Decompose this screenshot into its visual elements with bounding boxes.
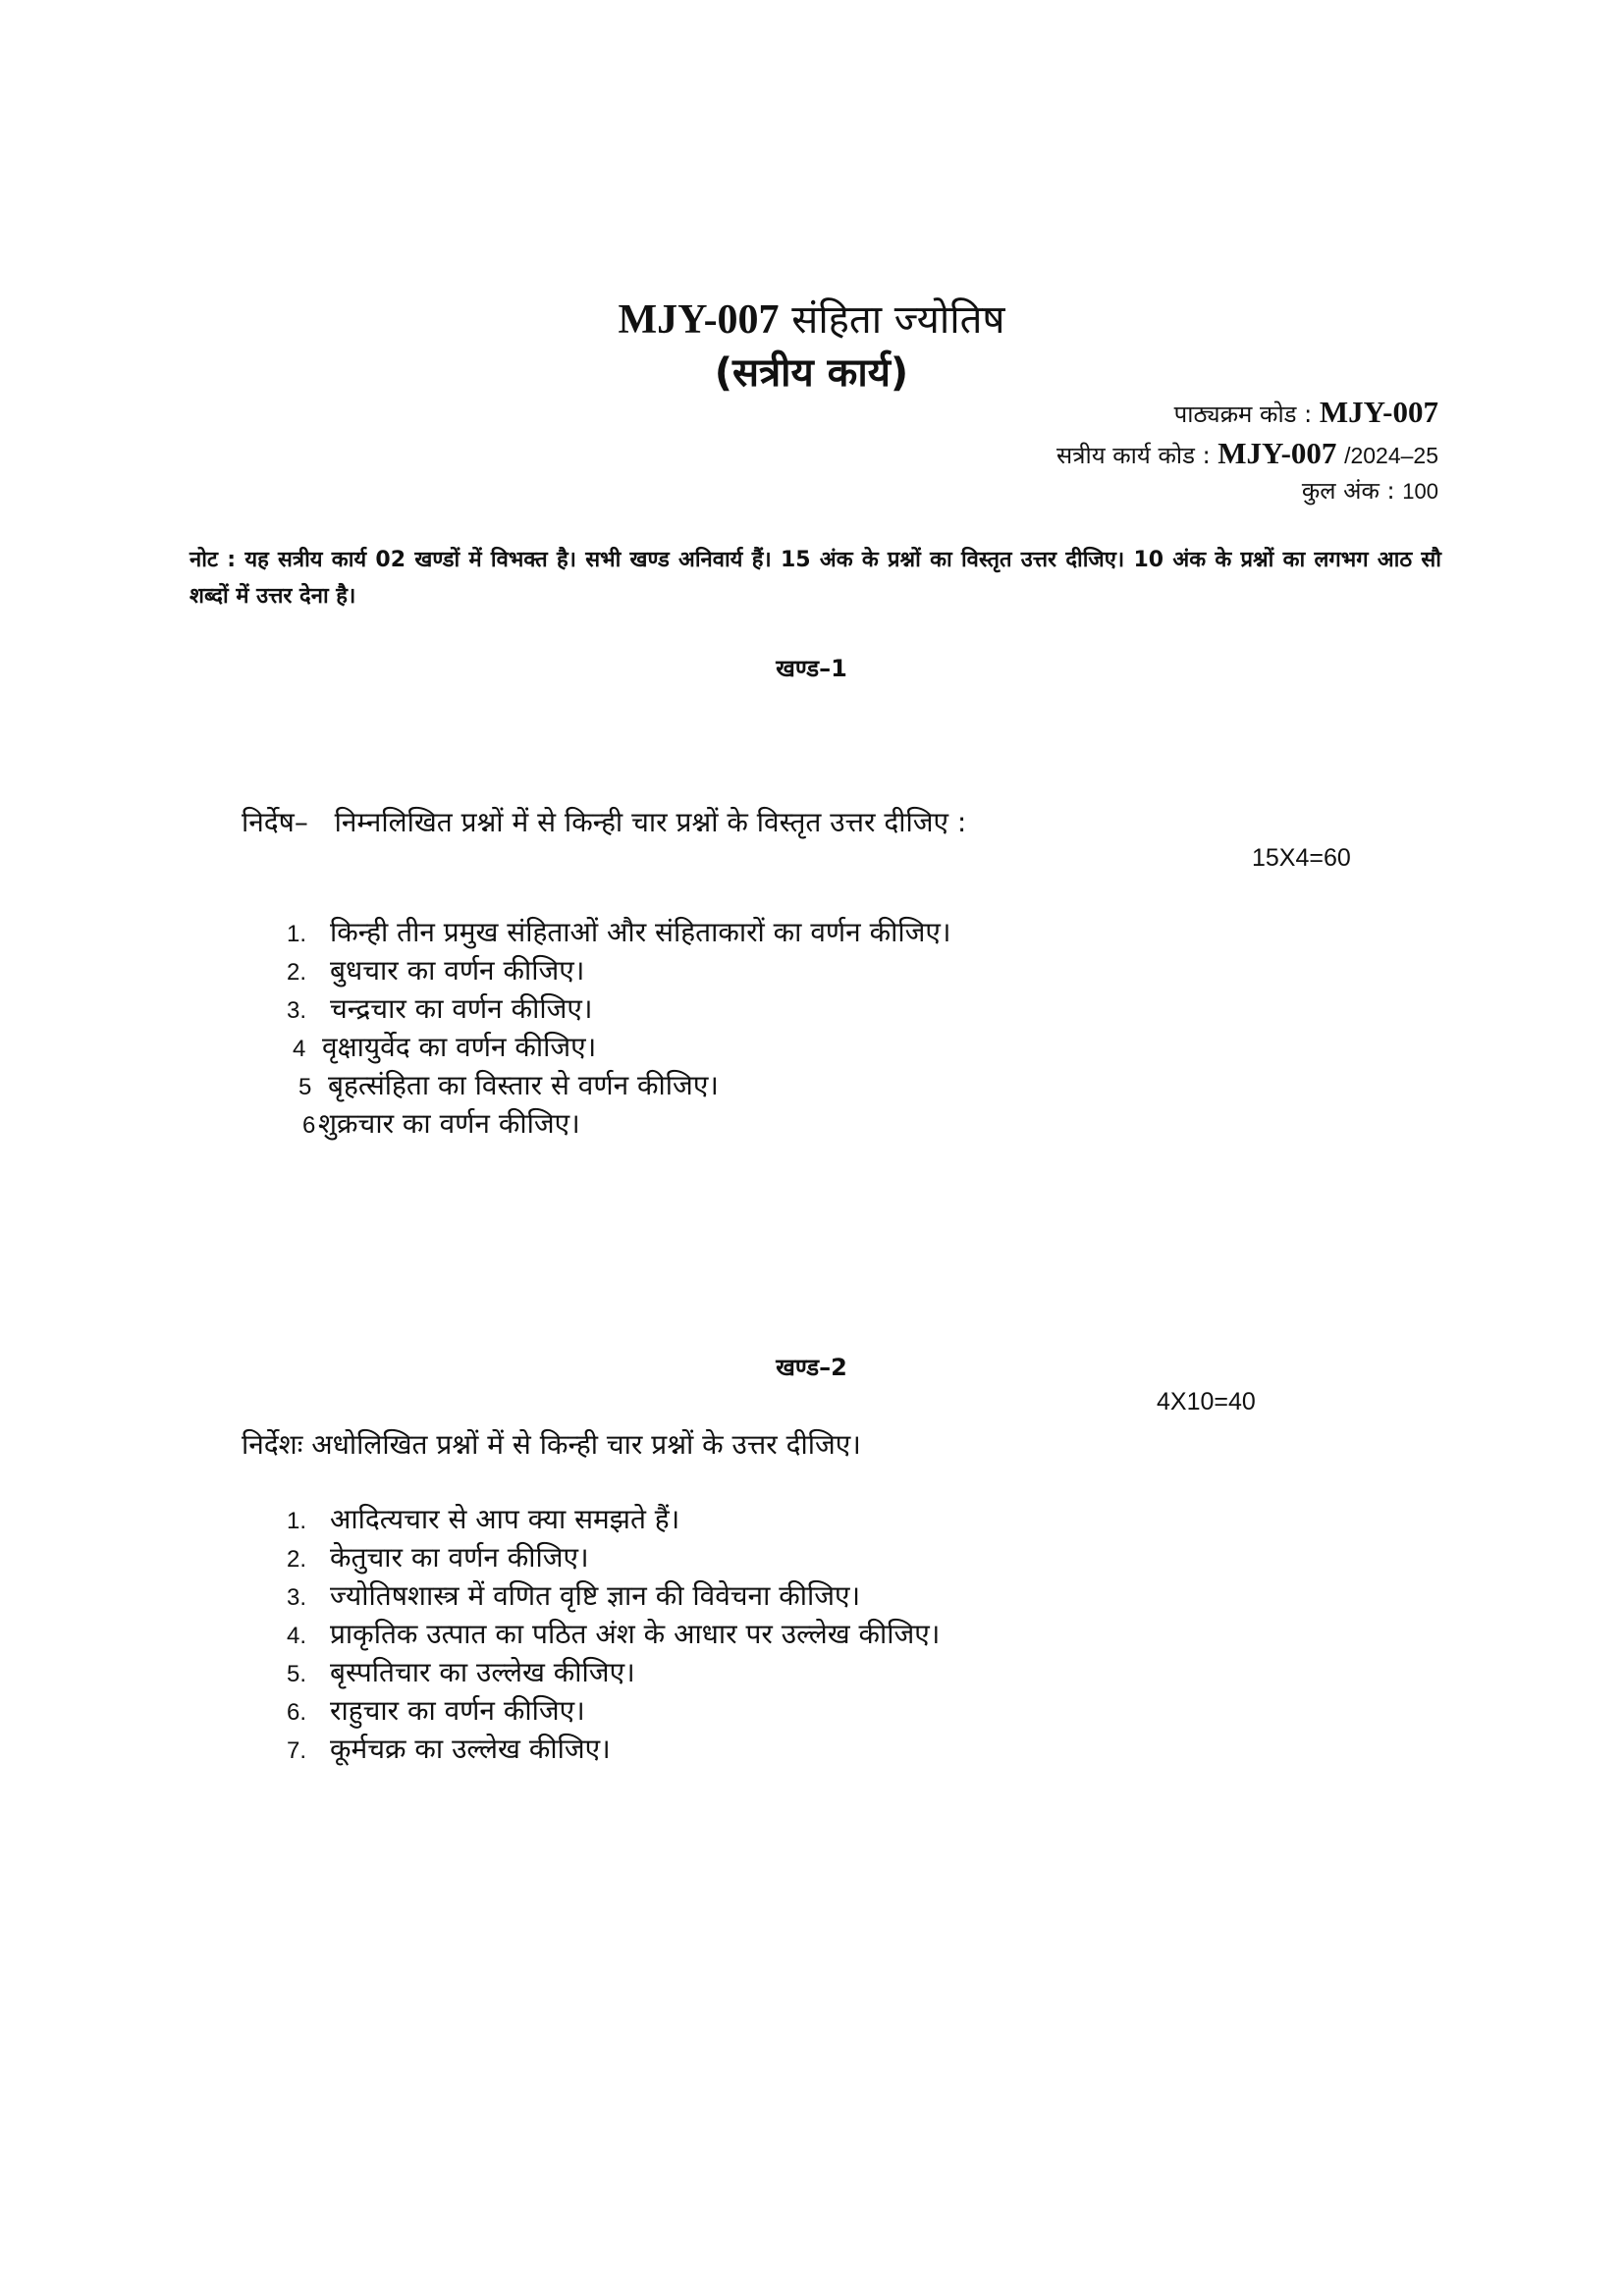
question-number: 2. <box>287 959 307 986</box>
page-title <box>0 291 1623 345</box>
list-item <box>287 1104 950 1143</box>
question-text: प्राकृतिक उत्पात का पठित अंश के आधार पर उल्लेख कीजिए। <box>330 1618 941 1650</box>
course-code-row <box>1174 395 1438 430</box>
assignment-note: नोट : यह सत्रीय कार्य 02 खण्डों में विभक्त है। सभी खण्ड अनिवार्य हैं। 15 अंक के प्रश्नों का विस्तृत उत्तर दीजिए। 10 अंक के प्रश्नों का लगभग आठ सौ शब्दों में उत्तर देना है। <box>189 548 1441 609</box>
list-item <box>287 1576 940 1615</box>
list-item <box>287 913 950 951</box>
course-code-value: MJY-007 <box>1319 395 1438 429</box>
question-text: बृहत्संहिता का विस्तार से वर्णन कीजिए। <box>328 1069 719 1101</box>
assignment-code-label: सत्रीय कार्य कोड : <box>1056 442 1211 469</box>
assignment-code-year: /2024–25 <box>1344 443 1438 468</box>
question-number: 5 <box>298 1074 312 1100</box>
question-text: कूर्मचक्र का उल्लेख कीजिए। <box>330 1733 611 1765</box>
question-text: बुधचार का वर्णन कीजिए। <box>330 954 585 987</box>
assignment-code-row <box>1056 436 1438 471</box>
assignment-code-value: MJY-007 <box>1217 436 1337 470</box>
list-item <box>287 1653 940 1691</box>
list-item <box>287 989 950 1028</box>
question-text: ज्योतिषशास्त्र में वणित वृष्टि ज्ञान की विवेचना कीजिए। <box>330 1579 861 1612</box>
section-1-heading: खण्ड–1 <box>776 655 847 682</box>
question-number: 6 <box>302 1112 316 1139</box>
question-text: केतुचार का वर्णन कीजिए। <box>330 1541 589 1574</box>
question-text: राहुचार का वर्णन कीजिए। <box>330 1694 585 1727</box>
list-item <box>287 1691 940 1730</box>
question-number: 3. <box>287 997 307 1024</box>
title-course-code: MJY-007 <box>618 297 780 343</box>
question-number: 1. <box>287 1508 307 1534</box>
list-item <box>287 1730 940 1768</box>
section-2-heading: खण्ड–2 <box>776 1354 847 1381</box>
question-number: 5. <box>287 1661 307 1687</box>
section-1-question-list <box>287 913 950 1143</box>
list-item <box>287 951 950 989</box>
section-2-question-list <box>287 1500 940 1768</box>
question-text: बृस्पतिचार का उल्लेख कीजिए। <box>330 1656 635 1688</box>
section-1-instruction-text: निम्नलिखित प्रश्नों में से किन्ही चार प्रश्नों के विस्तृत उत्तर दीजिए : <box>334 806 967 838</box>
total-marks-row <box>1302 474 1438 507</box>
list-item <box>287 1615 940 1653</box>
section-1-marks: 15X4=60 <box>1252 844 1351 872</box>
course-code-label: पाठ्यक्रम कोड : <box>1173 400 1313 428</box>
question-number: 6. <box>287 1699 307 1726</box>
section-1-instruction <box>242 803 966 840</box>
list-item <box>287 1500 940 1538</box>
section-2-instruction: निर्देशः अधोलिखित प्रश्नों में से किन्ही चार प्रश्नों के उत्तर दीजिए। <box>242 1428 861 1461</box>
page-subtitle: (सत्रीय कार्य) <box>714 350 909 396</box>
question-number: 1. <box>287 921 307 947</box>
question-text: आदित्यचार से आप क्या समझते हैं। <box>330 1503 680 1535</box>
question-number: 7. <box>287 1737 307 1764</box>
section-1-instruction-label: निर्देष– <box>242 806 308 838</box>
title-subject: संहिता ज्योतिष <box>791 297 1005 343</box>
total-marks-label: कुल अंक : <box>1301 477 1395 505</box>
question-number: 4. <box>287 1623 307 1649</box>
question-text: चन्द्रचार का वर्णन कीजिए। <box>330 992 593 1025</box>
total-marks-value: 100 <box>1402 479 1438 504</box>
list-item <box>287 1028 950 1066</box>
question-text: वृक्षायुर्वेद का वर्णन कीजिए। <box>322 1031 597 1063</box>
question-number: 4 <box>293 1036 306 1062</box>
question-number: 2. <box>287 1546 307 1573</box>
list-item <box>287 1066 950 1104</box>
list-item <box>287 1538 940 1576</box>
question-number: 3. <box>287 1584 307 1611</box>
section-2-marks: 4X10=40 <box>1157 1388 1256 1415</box>
question-text: शुक्रचार का वर्णन कीजिए। <box>318 1107 580 1140</box>
question-text: किन्ही तीन प्रमुख संहिताओं और संहिताकारों का वर्णन कीजिए। <box>330 916 951 948</box>
